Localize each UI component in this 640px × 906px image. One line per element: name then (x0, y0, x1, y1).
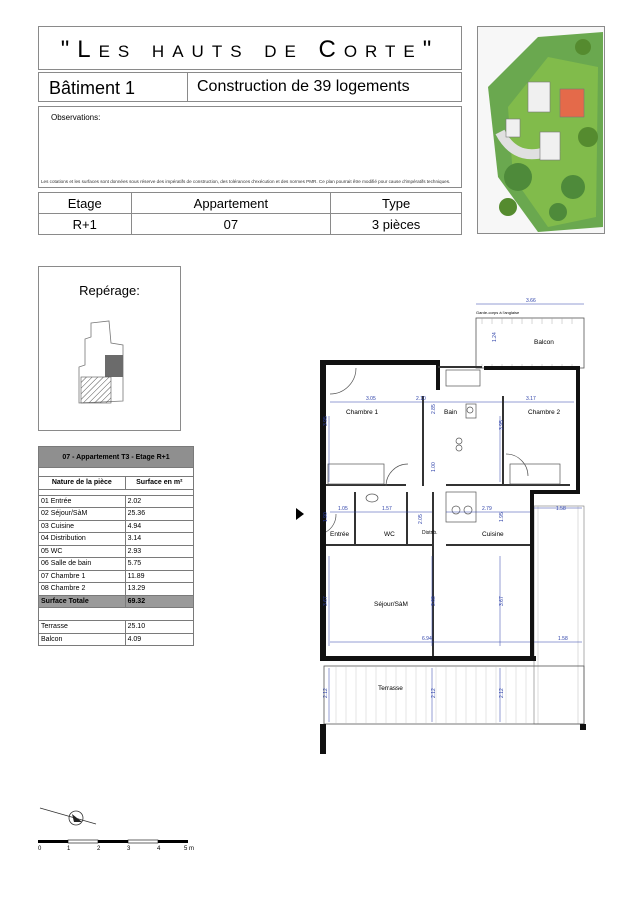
room-label-cuisine: Cuisine (482, 531, 504, 538)
dim-label: 2.05 (418, 514, 424, 524)
north-arrow-icon (38, 802, 98, 832)
project-title: "Les hauts de Corte" (60, 36, 440, 63)
info-header-type: Type (331, 193, 462, 214)
reperage-title: Repérage: (79, 283, 140, 298)
room-label-chambre2: Chambre 2 (528, 409, 561, 416)
room-table-title: 07 - Appartement T3 - Etage R+1 (39, 447, 194, 468)
table-row: 01 Entrée 2.02 (39, 495, 194, 508)
dim-label: 3.68 (431, 596, 437, 606)
dim-label: 2.12 (431, 688, 437, 698)
apartment-info-table (38, 192, 462, 235)
dim-label: 1.57 (382, 506, 392, 512)
project-title-box (38, 26, 462, 70)
reperage-key-plan (69, 315, 149, 415)
info-value-etage: R+1 (39, 214, 132, 235)
scale-bar (38, 838, 208, 858)
site-plan-image (477, 26, 605, 234)
observations-note: Les cotations et les surfaces sont données sous réserve des impératifs de construction, des tolérances d'exécution et des normes PMR. Ce plan pourrait être modifié pour cause d'impératifs techniques. (41, 179, 451, 184)
dim-label: 3.05 (366, 396, 376, 402)
dim-label: 1.58 (558, 636, 568, 642)
room-label-balcon: Balcon (534, 339, 554, 346)
room-col-area: Surface en m² (125, 477, 193, 490)
room-label-wc: WC (384, 531, 395, 538)
table-row: 06 Salle de bain 5.75 (39, 558, 194, 571)
info-value-type: 3 pièces (331, 214, 462, 235)
floor-plan (296, 296, 616, 766)
scale-tick: 5 m (184, 846, 195, 852)
room-surfaces-table (38, 446, 194, 646)
dim-label: 2.12 (499, 688, 505, 698)
scale-tick: 1 (67, 846, 71, 852)
table-row: 07 Chambre 1 11.89 (39, 570, 194, 583)
garde-corps-label: Garde-corps à l'anglaise (476, 310, 520, 315)
dim-label: 2.10 (416, 396, 426, 402)
info-value-appartement: 07 (131, 214, 331, 235)
entry-arrow-icon (296, 508, 304, 520)
reperage-box (38, 266, 181, 431)
table-row: 02 Séjour/SàM 25.36 (39, 508, 194, 521)
dim-label: 6.94 (422, 636, 432, 642)
table-row: 04 Distribution 3.14 (39, 533, 194, 546)
total-row: Surface Totale 69.32 (39, 595, 194, 608)
info-header-etage: Etage (39, 193, 132, 214)
dim-label: 1.58 (556, 506, 566, 512)
scale-tick: 3 (127, 846, 131, 852)
room-col-name: Nature de la pièce (39, 477, 126, 490)
dim-label: 3.17 (526, 396, 536, 402)
site-plan-drawing (478, 27, 605, 234)
dim-label: 1.95 (499, 512, 505, 522)
table-row: Terrasse 25.10 (39, 621, 194, 634)
room-label-entree: Entrée (330, 531, 350, 538)
building-row (38, 72, 462, 102)
dim-label: 2.79 (482, 506, 492, 512)
dim-label: 2.12 (323, 688, 329, 698)
dim-label: 3.67 (499, 596, 505, 606)
dim-label: 1.24 (492, 332, 498, 342)
table-row: Balcon 4.09 (39, 633, 194, 646)
dim-label: 1.00 (431, 462, 437, 472)
dim-label: 1.05 (338, 506, 348, 512)
building-label: Bâtiment 1 (49, 78, 136, 98)
dim-label: 3.95 (499, 420, 505, 430)
table-row: 08 Chambre 2 13.29 (39, 583, 194, 596)
dim-label: 1.90 (323, 512, 329, 522)
room-label-bain: Bain (444, 409, 458, 416)
scale-tick: 0 (38, 846, 42, 852)
scale-tick: 2 (97, 846, 101, 852)
observations-box (38, 106, 462, 188)
dim-label: 3.66 (526, 298, 536, 304)
reperage-highlight (105, 355, 123, 377)
room-label-distrib: Distrib. (422, 530, 438, 536)
room-label-terrasse: Terrasse (378, 685, 403, 692)
info-header-appartement: Appartement (131, 193, 331, 214)
dim-label: 2.85 (431, 404, 437, 414)
dim-label: 3.67 (323, 596, 329, 606)
scale-tick: 4 (157, 846, 161, 852)
observations-label: Observations: (51, 113, 101, 122)
table-row: 03 Cuisine 4.94 (39, 520, 194, 533)
table-row: 05 WC 2.93 (39, 545, 194, 558)
dim-label: 3.95 (323, 416, 329, 426)
construction-label: Construction de 39 logements (197, 78, 410, 95)
room-label-chambre1: Chambre 1 (346, 409, 379, 416)
walls (320, 360, 586, 754)
room-label-sejour: Séjour/SàM (374, 601, 408, 608)
